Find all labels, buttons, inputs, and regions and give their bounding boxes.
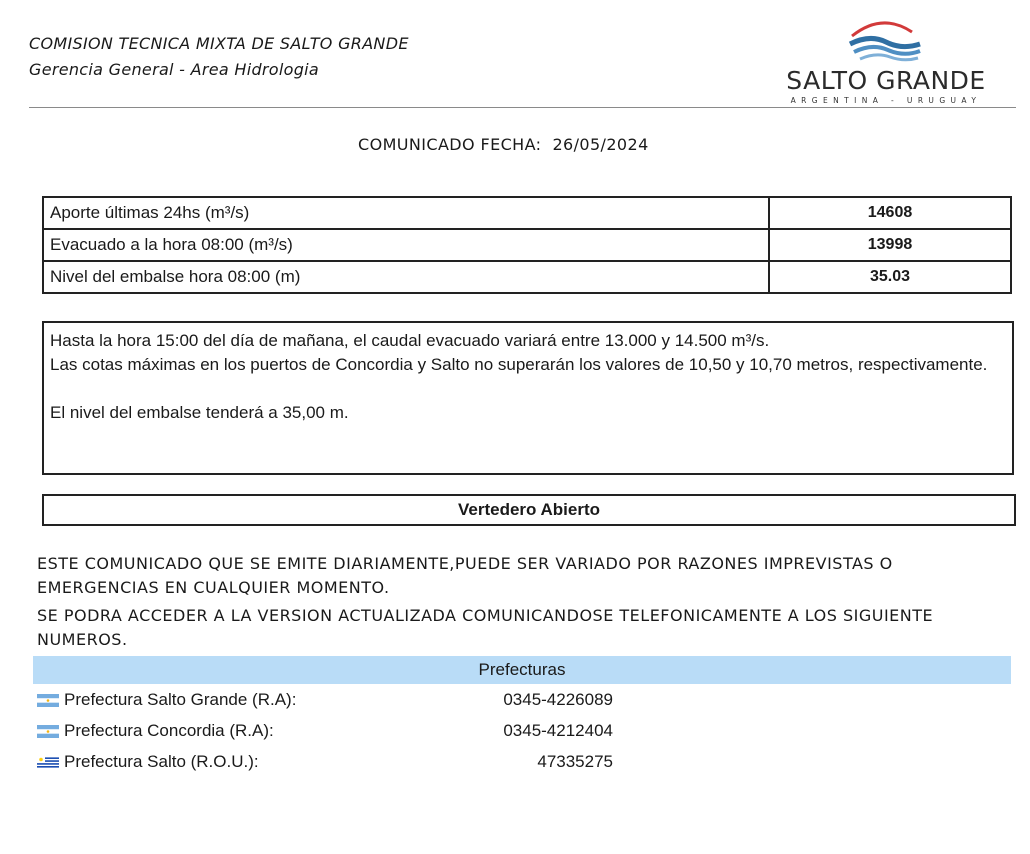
logo-name: SALTO GRANDE	[786, 66, 986, 95]
notice-text: ESTE COMUNICADO QUE SE EMITE DIARIAMENTE,PUEDE SER VARIADO POR RAZONES IMPREVISTAS O EMERGENCIAS EN CUALQUIER MOMENTO.	[37, 554, 893, 597]
prefectura-phone: 0345-4226089	[503, 690, 613, 709]
forecast-line: Hasta la hora 15:00 del día de mañana, el caudal evacuado variará entre 13.000 y 14.500 m³/s.	[50, 331, 770, 350]
forecast-line: El nivel del embalse tenderá a 35,00 m.	[50, 403, 349, 422]
prefectura-name: Prefectura Salto (R.O.U.):	[64, 752, 259, 771]
table-row	[43, 261, 1011, 293]
forecast-line: Las cotas máximas en los puertos de Concordia y Salto no superarán los valores de 10,50 y 10,70 metros, respectivamente.	[50, 355, 988, 374]
uruguay-flag-icon	[37, 756, 59, 769]
value-label: Evacuado a la hora 08:00 (m³/s)	[43, 229, 769, 261]
forecast-box	[42, 321, 1014, 475]
notice-text: SE PODRA ACCEDER A LA VERSION ACTUALIZADA COMUNICANDOSE TELEFONICAMENTE A LOS SIGUIENTE NUMEROS.	[37, 606, 934, 649]
table-row	[43, 229, 1011, 261]
spillway-status: Vertedero Abierto	[42, 494, 1016, 526]
argentina-flag-icon	[37, 694, 59, 707]
header-divider	[29, 107, 1016, 108]
value-number: 35.03	[769, 261, 1011, 293]
prefectura-row	[37, 750, 637, 774]
value-number: 13998	[769, 229, 1011, 261]
comunicado-date: 26/05/2024	[552, 135, 649, 154]
comunicado-date-line	[358, 135, 649, 154]
value-label: Nivel del embalse hora 08:00 (m)	[43, 261, 769, 293]
prefecturas-header: Prefecturas	[33, 656, 1011, 684]
argentina-flag-icon	[37, 725, 59, 738]
prefectura-name: Prefectura Concordia (R.A):	[64, 721, 274, 740]
org-department: Gerencia General - Area Hidrologia	[29, 60, 320, 79]
comunicado-label: COMUNICADO FECHA:	[358, 135, 542, 154]
logo-subtitle: ARGENTINA - URUGUAY	[790, 96, 982, 105]
value-number: 14608	[769, 197, 1011, 229]
prefectura-name: Prefectura Salto Grande (R.A):	[64, 690, 297, 709]
hydrology-values-table	[42, 196, 1012, 294]
salto-grande-logo	[782, 14, 992, 106]
value-label: Aporte últimas 24hs (m³/s)	[43, 197, 769, 229]
prefectura-phone: 0345-4212404	[503, 721, 613, 740]
table-row	[43, 197, 1011, 229]
prefectura-row	[37, 719, 637, 743]
prefectura-row	[37, 688, 637, 712]
prefectura-phone: 47335275	[537, 752, 613, 771]
org-name: COMISION TECNICA MIXTA DE SALTO GRANDE	[29, 34, 409, 53]
logo-wave-icon	[782, 14, 992, 66]
